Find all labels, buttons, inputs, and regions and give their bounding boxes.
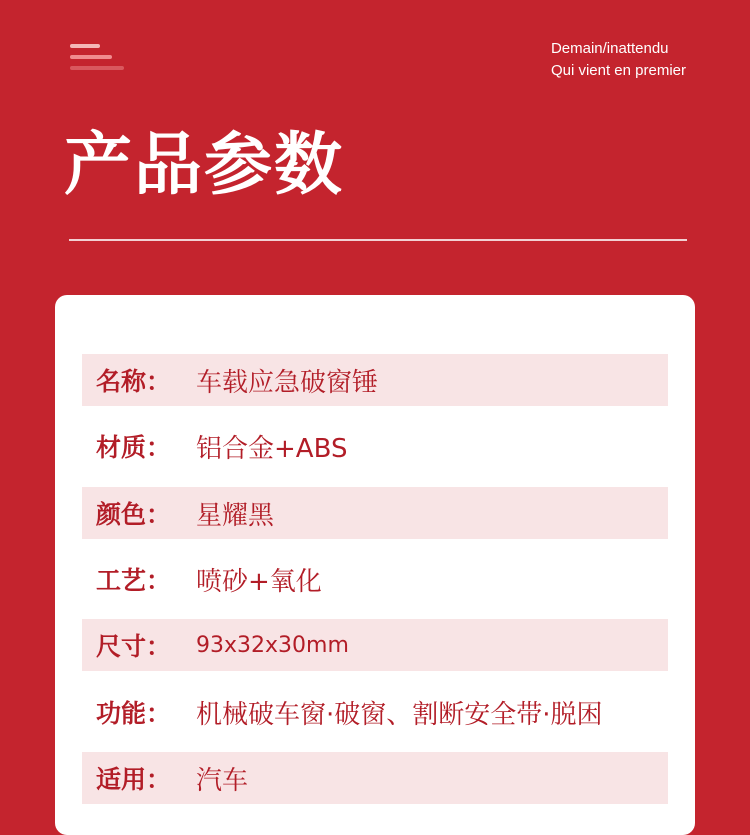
spec-value: 汽车 — [196, 765, 249, 796]
spec-row-size — [82, 619, 668, 671]
tagline-line-1: Demain/inattendu — [550, 40, 669, 57]
menu-bar — [70, 44, 100, 48]
menu-bar — [70, 55, 112, 59]
spec-row-usage — [82, 752, 668, 804]
spec-row-material — [82, 420, 668, 472]
spec-label: 尺寸： — [96, 632, 172, 661]
spec-label: 工艺： — [96, 566, 172, 595]
spec-row-function — [82, 686, 668, 738]
spec-label: 材质： — [96, 433, 172, 462]
spec-value: 铝合金+ABS — [196, 433, 348, 464]
tagline-line-2: Qui vient en premier — [550, 62, 686, 79]
spec-value: 93x32x30mm — [196, 632, 349, 658]
spec-label: 名称： — [96, 367, 172, 396]
spec-row-process — [82, 553, 668, 605]
spec-row-name — [82, 354, 668, 406]
spec-row-color — [82, 487, 668, 539]
spec-label: 功能： — [96, 699, 172, 728]
spec-label: 颜色： — [96, 500, 172, 529]
spec-value: 喷砂+氧化 — [196, 566, 322, 597]
spec-card — [55, 295, 695, 835]
tagline — [551, 38, 686, 82]
divider — [69, 239, 687, 241]
spec-value: 星耀黑 — [196, 500, 275, 531]
spec-label: 适用： — [96, 765, 172, 794]
spec-value: 机械破车窗·破窗、割断安全带·脱困 — [196, 699, 603, 730]
menu-bar — [70, 66, 124, 70]
spec-value: 车载应急破窗锤 — [196, 367, 379, 398]
page-title: 产品参数 — [64, 126, 345, 205]
menu-icon[interactable] — [70, 44, 126, 74]
